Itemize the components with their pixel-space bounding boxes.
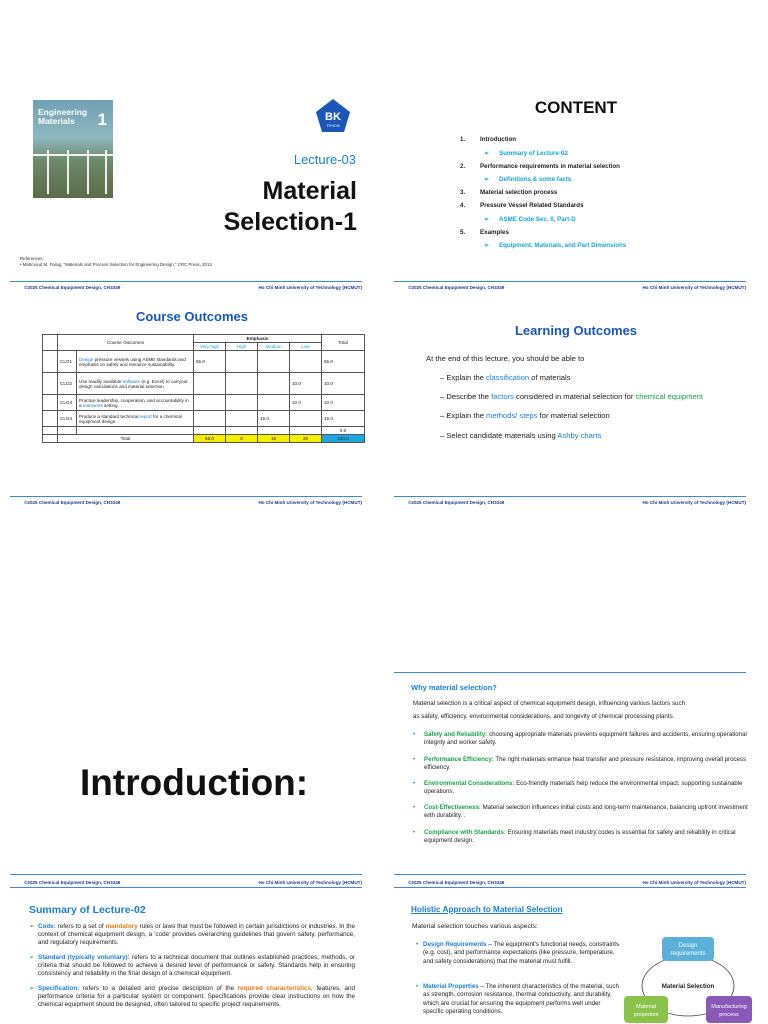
value-very-high [194, 395, 226, 411]
bullet-text: Eco-friendly materials help reduce the environmental impact, supporting sustainable operations. [424, 780, 743, 796]
slide-summary [0, 880, 384, 1024]
book-number: 1 [97, 110, 107, 129]
book-cover-image [33, 100, 113, 198]
slide-why-material-selection [384, 600, 768, 880]
table-cell [43, 373, 58, 395]
clo-description [77, 395, 194, 411]
toc-text: Examples [480, 229, 509, 236]
footer-line [10, 281, 362, 282]
toc-item [460, 163, 620, 170]
footer-course: ©2025 Chemical Equipment Design, CH3349 [24, 285, 121, 290]
toc-number: 4. [460, 202, 466, 209]
total-label: Total [58, 435, 194, 443]
toc-subitem [484, 176, 571, 183]
clo-description [77, 411, 194, 427]
header-line [394, 672, 746, 673]
why-paragraph: as safety, efficiency, environmental considerations, and longevity of chemical processing plants. [413, 713, 675, 720]
clo-text: for a chemical equipment design. [79, 413, 182, 424]
slide-footer [10, 285, 362, 294]
holistic-intro: Material selection touches various aspects: [412, 923, 538, 930]
toc-text: Introduction [480, 136, 517, 143]
toc-number: 2. [460, 163, 466, 170]
why-bullet [414, 731, 749, 748]
table-cell [77, 427, 194, 435]
material-selection-diagram [622, 936, 754, 1024]
dash: – [440, 411, 445, 420]
value-total: 65.0 [322, 351, 365, 373]
bullet-keyword: Performance Efficiency: [424, 756, 494, 763]
references [20, 256, 212, 268]
manufacturing-process-label: process [719, 1012, 739, 1018]
table-cell [194, 427, 226, 435]
toc-number: 3. [460, 189, 466, 196]
bullet-text: , features, and performance criteria for a particular system or component. Specifications provide clear instructions on how the chemical equipment should be designed, often tailored to specific project requirements. [38, 985, 355, 1009]
lo-text: considered in material selection for [513, 392, 636, 401]
bullet-keyword: Material Properties [423, 983, 479, 990]
value-high [226, 373, 258, 395]
value-high [226, 395, 258, 411]
bullet-icon: • [413, 731, 416, 738]
table-cell [290, 427, 322, 435]
toc-subitem [484, 216, 576, 223]
book-title [38, 108, 87, 126]
footer-university: Ho Chi Minh University of Technology (HCMUT) [258, 880, 362, 885]
bridge-pylon [105, 150, 107, 194]
bullet-text: refers to a detailed and precise description of the [79, 985, 238, 992]
header-low: Low [290, 343, 322, 351]
toc-subtext: Definitions & some facts [499, 176, 572, 183]
lecture-number: Lecture-03 [293, 152, 356, 167]
toc-item [460, 189, 557, 196]
design-requirements-label: Design [678, 943, 698, 949]
learning-outcome-item [440, 373, 570, 382]
clo-id: CLO4 [58, 411, 77, 427]
bullet-keyword: Design Requirements [423, 941, 487, 948]
clo-text: Practice leadership, cooperation, and accountability in a [79, 397, 189, 408]
bullet-keyword: Cost-Effectiveness: [424, 804, 481, 811]
clo-keyword: Design [79, 356, 94, 362]
header-emphasis: Emphasis [194, 335, 322, 343]
lo-text: of materials [529, 373, 571, 382]
bullet-keyword: Environmental Considerations: [424, 780, 515, 787]
table-cell [43, 335, 58, 351]
table-cell [258, 427, 290, 435]
table-cell [43, 411, 58, 427]
clo-description [77, 373, 194, 395]
footer-university: Ho Chi Minh University of Technology (HCMUT) [258, 285, 362, 290]
header-course-outcomes: Course Outcomes [58, 335, 194, 351]
value-total: 10.0 [322, 395, 365, 411]
footer-line [10, 874, 362, 875]
clo-text: pressure vessels using ASME standards and emphasis on safety and resource sustainability. [79, 356, 186, 367]
value-very-high: 65.0 [194, 351, 226, 373]
footer-course: ©2025 Chemical Equipment Design, CH3349 [24, 500, 121, 505]
summary-title: Summary of Lecture-02 [29, 904, 146, 916]
bullet-text: – The inherent characteristics of the material, such as strength, corrosion resistance, thermal conductivity, and durability, which are crucial for ensuring the equipment performs well under specific operating conditions. [423, 983, 619, 1015]
table-total-row [43, 435, 365, 443]
bk-university-logo [314, 98, 352, 134]
arrow-icon: ➢ [484, 176, 490, 183]
lo-text: Explain the [446, 373, 487, 382]
header-total: Total [322, 335, 365, 351]
clo-text: setting. [102, 402, 119, 408]
bullet-icon: • [413, 780, 416, 787]
total-high: 0 [226, 435, 258, 443]
toc-subtext: ASME Code Sec. II, Part-D [499, 216, 576, 223]
manufacturing-process-label: Manufacturing [711, 1004, 747, 1010]
value-medium [258, 373, 290, 395]
bullet-keyword: Safety and Reliability: [424, 731, 488, 738]
header-medium: Medium [258, 343, 290, 351]
value-total: 15.0 [322, 411, 365, 427]
clo-text: (e.g. Excel) to carryout design calculations and material selection [79, 378, 188, 389]
holistic-bullet [416, 983, 621, 1016]
table-cell [43, 351, 58, 373]
bullet-icon: • [413, 829, 416, 836]
bullet-text: refers to a technical document that outlines established practices, methods, or criteria that should be followed to achieve a desired level of performance or safety. Standards help in ensuring consistency and reliability in the final design of a chemical equipment. [38, 954, 356, 978]
bullet-text: Material selection influences initial costs and long-term maintenance, balancing upfront investment with durability. . [424, 804, 748, 820]
holistic-title: Holistic Approach to Material Selection [411, 905, 563, 914]
learning-outcome-item [440, 411, 610, 420]
why-paragraph: Material selection is a critical aspect of chemical equipment design, influencing various factors such [413, 700, 686, 707]
value-high [226, 411, 258, 427]
footer-line [394, 887, 746, 888]
summary-bullet [29, 985, 355, 1009]
bullet-icon: • [413, 756, 416, 763]
lo-text: Describe the [446, 392, 492, 401]
arrow-icon: ➢ [29, 985, 35, 992]
lecture-title-line2: Selection-1 [223, 208, 357, 236]
arrow-icon: ➢ [484, 150, 490, 157]
total-medium: 15 [258, 435, 290, 443]
why-bullet [414, 804, 749, 821]
clo-keyword: report [139, 413, 152, 419]
arrow-icon: ➢ [484, 242, 490, 249]
value-total: 10.0 [322, 373, 365, 395]
header-high: High [226, 343, 258, 351]
course-outcomes-table [42, 334, 365, 443]
dash: – [440, 373, 445, 382]
why-heading: Why material selection? [411, 683, 497, 692]
arrow-icon: ➢ [29, 954, 35, 961]
toc-subitem [484, 242, 626, 249]
bullet-text: Ensuring materials meet industry codes is essential for safety and reliability in critical equipment design. [424, 829, 736, 845]
dash: – [440, 392, 445, 401]
footer-university: Ho Chi Minh University of Technology (HCMUT) [642, 880, 746, 885]
value-high [226, 351, 258, 373]
why-bullet [414, 829, 749, 846]
bullet-keyword: mandatory [105, 923, 138, 930]
lecture-title [150, 176, 357, 238]
toc-item [460, 229, 509, 236]
value-very-high [194, 411, 226, 427]
bullet-icon: • [416, 983, 419, 990]
toc-number: 1. [460, 136, 466, 143]
toc-subitem [484, 150, 568, 157]
bullet-keyword: required characteristics [237, 985, 311, 992]
summary-bullet [29, 923, 355, 947]
logo-text: BK [325, 111, 341, 123]
table-row [43, 373, 365, 395]
clo-id: CLO1 [58, 351, 77, 373]
learning-outcome-item [440, 431, 601, 440]
table-cell [43, 395, 58, 411]
footer-line [10, 887, 362, 888]
lo-text: Select candidate materials using [446, 431, 558, 440]
material-selection-label: Material Selection [661, 983, 715, 990]
bullet-text: choosing appropriate materials prevents equipment failures and accidents, ensuring operational integrity and worker safety. [424, 731, 747, 747]
table-cell [58, 427, 77, 435]
header-very-high: Very high [194, 343, 226, 351]
reference-item: • Mahmoud M. Farag, "Materials and Process Selection for Engineering Design," CRC Press, 2013 [20, 262, 212, 267]
footer-course: ©2025 Chemical Equipment Design, CH3349 [408, 880, 505, 885]
bullet-text: rules or laws that must be followed in certain jurisdictions or industries. In the context of chemical equipment design, a 'code' provides overarching guidelines that govern safety, performance, and regulatory requirements. [38, 923, 356, 947]
bullet-icon: • [416, 941, 419, 948]
clo-text: Use readily available [79, 378, 123, 384]
bullet-text: The right materials enhance heat transfer and pressure resistance, improving overall process efficiency. [424, 756, 747, 772]
why-bullet [414, 780, 749, 797]
book-title-line2: Materials [38, 116, 75, 126]
bridge-deck [33, 154, 113, 156]
slide-title [0, 0, 384, 300]
slide-holistic-approach [384, 880, 768, 1024]
footer-course: ©2025 Chemical Equipment Design, CH3349 [24, 880, 121, 885]
value-medium [258, 351, 290, 373]
arrow-icon: ➢ [484, 216, 490, 223]
footer-course: ©2025 Chemical Equipment Design, CH3349 [408, 500, 505, 505]
bridge-pylon [47, 150, 49, 194]
table-header-row [43, 335, 365, 343]
value-medium: 15.0 [258, 411, 290, 427]
why-bullet [414, 756, 749, 773]
references-label: References: [20, 256, 44, 261]
lo-text: for material selection [537, 411, 610, 420]
bullet-keyword: Specification: [38, 985, 80, 992]
table-row [43, 395, 365, 411]
footer-line [10, 496, 362, 497]
bullet-icon: • [413, 804, 416, 811]
value-total: 0.0 [322, 427, 365, 435]
bullet-text: refers to a set of [55, 923, 106, 930]
lo-text: Explain the [446, 411, 487, 420]
slide-learning-outcomes [384, 300, 768, 600]
footer-university: Ho Chi Minh University of Technology (HCMUT) [642, 500, 746, 505]
table-cell [226, 427, 258, 435]
value-low: 10.0 [290, 373, 322, 395]
value-very-high [194, 373, 226, 395]
holistic-bullet [416, 941, 621, 966]
course-outcomes-title: Course Outcomes [136, 309, 248, 324]
slide-content [384, 0, 768, 300]
slide-footer [10, 500, 362, 509]
clo-description [77, 351, 194, 373]
dash: – [440, 431, 445, 440]
material-properties-label: Material [636, 1004, 656, 1010]
footer-line [394, 874, 746, 875]
toc-subtext: Equipment, Materials, and Part Dimensions [499, 242, 627, 249]
table-cell [43, 427, 58, 435]
table-row [43, 351, 365, 373]
toc-number: 5. [460, 229, 466, 236]
bullet-text: – The equipment's functional needs, constraints (e.g. cost), and performance expectations (like pressure, temperature, and safety considerations) that the material must fulfill. [423, 941, 620, 965]
value-low [290, 351, 322, 373]
footer-university: Ho Chi Minh University of Technology (HCMUT) [258, 500, 362, 505]
value-low [290, 411, 322, 427]
lo-keyword: methods/ steps [486, 411, 538, 420]
learning-outcomes-intro: At the end of this lecture, you should be able to [426, 354, 585, 363]
learning-outcomes-title: Learning Outcomes [514, 323, 638, 338]
bridge-pylon [87, 150, 89, 194]
clo-keyword: software [122, 378, 141, 384]
slide-footer [394, 285, 746, 294]
design-requirements-label: requirements [670, 951, 706, 957]
total-very-high: 65.0 [194, 435, 226, 443]
lo-keyword: classification [486, 373, 530, 382]
slide-introduction [0, 600, 384, 880]
material-properties-label: properties [633, 1012, 659, 1018]
footer-line [394, 496, 746, 497]
arrow-icon: ➢ [29, 923, 35, 930]
clo-id: CLO3 [58, 395, 77, 411]
table-row [43, 411, 365, 427]
value-medium [258, 395, 290, 411]
clo-id: CLO2 [58, 373, 77, 395]
bullet-keyword: Standard (typically voluntary): [38, 954, 130, 961]
lecture-title-line1: Material [262, 177, 357, 205]
total-grand: 100.0 [322, 435, 365, 443]
introduction-title: Introduction: [80, 762, 309, 803]
total-low: 20 [290, 435, 322, 443]
table-cell [43, 435, 58, 443]
bullet-keyword: Compliance with Standards: [424, 829, 506, 836]
lo-keyword: factors [491, 392, 514, 401]
toc-text: Material selection process [480, 189, 558, 196]
summary-bullet [29, 954, 355, 978]
design-requirements-box [662, 937, 714, 961]
lo-keyword: Ashby charts [557, 431, 602, 440]
value-low: 10.0 [290, 395, 322, 411]
lo-keyword: chemical equipment [635, 392, 704, 401]
book-title-line1: Engineering [38, 107, 88, 117]
table-row [43, 427, 365, 435]
toc-text: Performance requirements in material selection [480, 163, 620, 170]
slide-footer [10, 880, 362, 889]
footer-university: Ho Chi Minh University of Technology (HCMUT) [642, 285, 746, 290]
footer-line [394, 281, 746, 282]
clo-text: Produce a standard technical [79, 413, 140, 419]
learning-outcome-item [440, 392, 703, 401]
toc-item [460, 202, 584, 209]
toc-item [460, 136, 516, 143]
footer-course: ©2025 Chemical Equipment Design, CH3349 [408, 285, 505, 290]
logo-subtext: TP.HCM [326, 124, 340, 128]
toc-text: Pressure Vessel Related Standards [480, 202, 584, 209]
content-title: CONTENT [534, 98, 618, 117]
clo-keyword: teamwork [82, 402, 103, 408]
bullet-keyword: Code: [38, 923, 56, 930]
slide-footer [394, 880, 746, 889]
bridge-pylon [67, 150, 69, 194]
toc-subtext: Summary of Lecture-02 [499, 150, 568, 157]
slide-footer [394, 500, 746, 509]
